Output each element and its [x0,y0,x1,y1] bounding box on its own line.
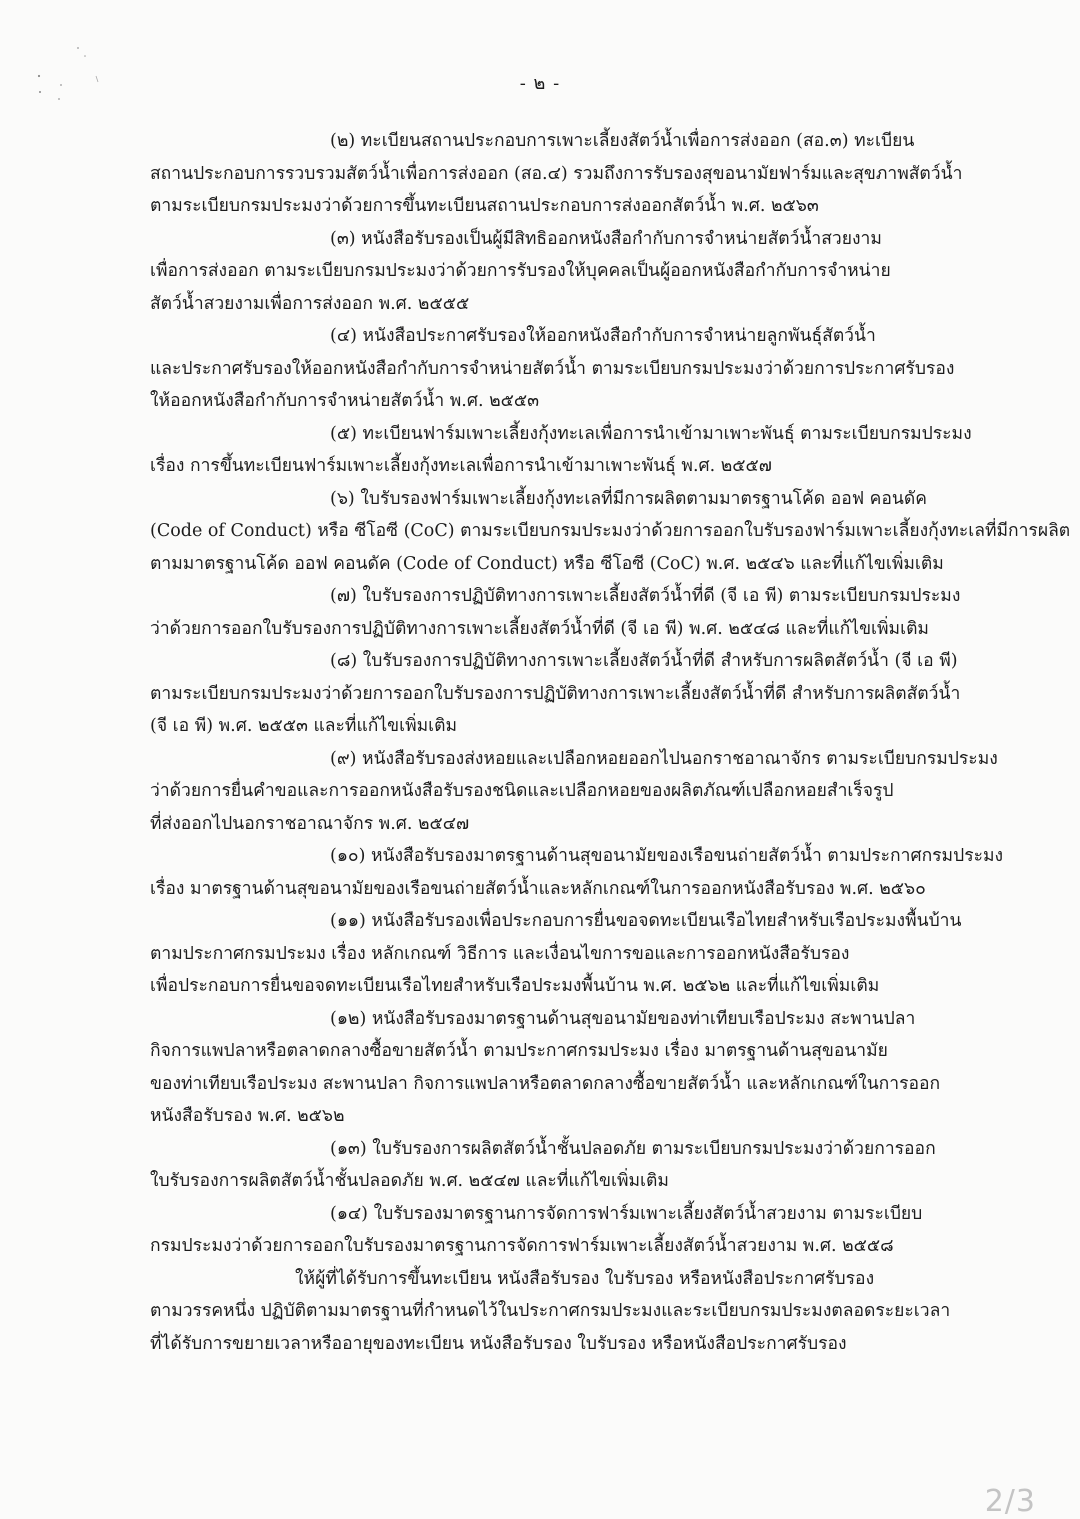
paragraph-first-line: (๗) ใบรับรองการปฏิบัติทางการเพาะเลี้ยงสัตว์น้ำที่ดี (จี เอ พี) ตามระเบียบกรมประมง [330,586,961,606]
paragraph [150,418,980,483]
paragraph [150,580,980,645]
paragraph-first-line: (๑๑) หนังสือรับรองเพื่อประกอบการยื่นขอจดทะเบียนเรือไทยสำหรับเรือประมงพื้นบ้าน [330,911,962,931]
paragraph-line: เพื่อประกอบการยื่นขอจดทะเบียนเรือไทยสำหรับเรือประมงพื้นบ้าน พ.ศ. ๒๕๖๒ และที่แก้ไขเพิ่มเติม [150,976,880,996]
paragraph [150,840,1004,905]
paragraph-line: ตามประกาศกรมประมง เรื่อง หลักเกณฑ์ วิธีการ และเงื่อนไขการขอและการออกหนังสือรับรอง [150,943,850,964]
paragraph-line: ว่าด้วยการยื่นคำขอและการออกหนังสือรับรองชนิดและเปลือกหอยของผลิตภัณฑ์เปลือกหอยสำเร็จรูป [150,781,894,801]
paragraph-first-line: (๑๒) หนังสือรับรองมาตรฐานด้านสุขอนามัยของท่าเทียบเรือประมง สะพานปลา [330,1008,916,1029]
paragraph-first-line: (๔) หนังสือประกาศรับรองให้ออกหนังสือกำกับการจำหน่ายลูกพันธุ์สัตว์น้ำ [330,326,876,346]
paragraph-line: ให้ออกหนังสือกำกับการจำหน่ายสัตว์น้ำ พ.ศ. ๒๕๕๓ [150,391,540,411]
paragraph-first-line: (๑๓) ใบรับรองการผลิตสัตว์น้ำชั้นปลอดภัย ตามระเบียบกรมประมงว่าด้วยการออก [330,1138,936,1159]
paragraph-line: ตามระเบียบกรมประมงว่าด้วยการขึ้นทะเบียนสถานประกอบการส่งออกสัตว์น้ำ พ.ศ. ๒๕๖๓ [150,196,819,216]
paragraph-first-line: (๒) ทะเบียนสถานประกอบการเพาะเลี้ยงสัตว์น้ำเพื่อการส่งออก (สอ.๓) ทะเบียน [330,131,915,151]
page-indicator: 2/3 [984,1484,1036,1519]
paragraph-first-line: (๕) ทะเบียนฟาร์มเพาะเลี้ยงกุ้งทะเลเพื่อการนำเข้ามาเพาะพันธุ์ ตามระเบียบกรมประมง [330,423,972,444]
paragraph-first-line: (๓) หนังสือรับรองเป็นผู้มีสิทธิออกหนังสือกำกับการจำหน่ายสัตว์น้ำสวยงาม [330,228,882,249]
paragraph [150,1198,980,1263]
paragraph-first-line: (๑๐) หนังสือรับรองมาตรฐานด้านสุขอนามัยของเรือขนถ่ายสัตว์น้ำ ตามประกาศกรมประมง [330,846,1004,866]
paragraph [150,320,980,418]
paragraph-line: เรื่อง การขึ้นทะเบียนฟาร์มเพาะเลี้ยงกุ้งทะเลเพื่อการนำเข้ามาเพาะพันธุ์ พ.ศ. ๒๕๕๗ [150,456,772,476]
page-number: - ๒ - [519,73,561,94]
paragraph [150,483,1071,581]
paragraph-line: ที่ส่งออกไปนอกราชอาณาจักร พ.ศ. ๒๕๔๗ [150,813,470,834]
paragraph-line: ตามระเบียบกรมประมงว่าด้วยการออกใบรับรองการปฏิบัติทางการเพาะเลี้ยงสัตว์น้ำที่ดี สำหรับการผลิตสัตว์น้ำ [150,683,961,704]
paragraph-line: กรมประมงว่าด้วยการออกใบรับรองมาตรฐานการจัดการฟาร์มเพาะเลี้ยงสัตว์น้ำสวยงาม พ.ศ. ๒๕๕๘ [150,1236,894,1256]
paragraph-line: เรื่อง มาตรฐานด้านสุขอนามัยของเรือขนถ่ายสัตว์น้ำและหลักเกณฑ์ในการออกหนังสือรับรอง พ.ศ. ๒๕๖๐ [150,878,926,899]
paragraph-first-line: (๖) ใบรับรองฟาร์มเพาะเลี้ยงกุ้งทะเลที่มีการผลิตตามมาตรฐานโค้ด ออฟ คอนดัค [330,488,927,509]
paragraph [150,905,980,1003]
paragraph [150,743,998,841]
paragraph-line: (จี เอ พี) พ.ศ. ๒๕๕๓ และที่แก้ไขเพิ่มเติม [150,716,458,736]
paragraph [150,1003,980,1133]
paragraph [150,645,980,743]
paragraph [150,223,980,321]
paragraph [150,1133,980,1198]
paragraph-line: และประกาศรับรองให้ออกหนังสือกำกับการจำหน่ายสัตว์น้ำ ตามระเบียบกรมประมงว่าด้วยการประกาศรับรอง [150,358,955,379]
paragraph-line: ว่าด้วยการออกใบรับรองการปฏิบัติทางการเพาะเลี้ยงสัตว์น้ำที่ดี (จี เอ พี) พ.ศ. ๒๕๔๘ และที่แก้ไขเพิ่มเติม [150,618,929,639]
paragraph [150,125,980,223]
paragraph-line: กิจการแพปลาหรือตลาดกลางซื้อขายสัตว์น้ำ ตามประกาศกรมประมง เรื่อง มาตรฐานด้านสุขอนามัย [150,1041,888,1061]
paragraph-line: ตามมาตรฐานโค้ด ออฟ คอนดัค (Code of Conduct) หรือ ซีโอซี (CoC) พ.ศ. ๒๕๔๖ และที่แก้ไขเพิ่มเติม [150,553,944,574]
paragraph-line: เพื่อการส่งออก ตามระเบียบกรมประมงว่าด้วยการรับรองให้บุคคลเป็นผู้ออกหนังสือกำกับการจำหน่าย [150,261,891,281]
paragraph-line: ตามวรรคหนึ่ง ปฏิบัติตามมาตรฐานที่กำหนดไว้ในประกาศกรมประมงและระเบียบกรมประมงตลอดระยะเวลา [150,1301,951,1321]
document-body [150,125,1071,1360]
paragraph-line: ที่ได้รับการขยายเวลาหรืออายุของทะเบียน หนังสือรับรอง ใบรับรอง หรือหนังสือประกาศรับรอง [150,1333,847,1354]
paragraph-line: (Code of Conduct) หรือ ซีโอซี (CoC) ตามระเบียบกรมประมงว่าด้วยการออกใบรับรองฟาร์มเพาะเลี้ยงกุ้งทะเลที่มีการผลิต [150,521,1071,541]
paragraph-first-line: (๘) ใบรับรองการปฏิบัติทางการเพาะเลี้ยงสัตว์น้ำที่ดี สำหรับการผลิตสัตว์น้ำ (จี เอ พี) [330,651,958,671]
paragraph-line: สถานประกอบการรวบรวมสัตว์น้ำเพื่อการส่งออก (สอ.๔) รวมถึงการรับรองสุขอนามัยฟาร์มและสุขภาพสัตว์น้ำ [150,163,963,184]
paragraph-first-line: (๑๔) ใบรับรองมาตรฐานการจัดการฟาร์มเพาะเลี้ยงสัตว์น้ำสวยงาม ตามระเบียบ [330,1203,923,1224]
paragraph-line: หนังสือรับรอง พ.ศ. ๒๕๖๒ [150,1106,345,1126]
paragraph-line: สัตว์น้ำสวยงามเพื่อการส่งออก พ.ศ. ๒๕๕๕ [150,293,470,314]
paragraph [150,1263,980,1361]
paragraph-first-line: ให้ผู้ที่ได้รับการขึ้นทะเบียน หนังสือรับรอง ใบรับรอง หรือหนังสือประกาศรับรอง [295,1268,875,1289]
paragraph-line: ของท่าเทียบเรือประมง สะพานปลา กิจการแพปลาหรือตลาดกลางซื้อขายสัตว์น้ำ และหลักเกณฑ์ในการออก [150,1073,941,1094]
paragraph-line: ใบรับรองการผลิตสัตว์น้ำชั้นปลอดภัย พ.ศ. ๒๕๔๗ และที่แก้ไขเพิ่มเติม [150,1171,669,1191]
paragraph-first-line: (๙) หนังสือรับรองส่งหอยและเปลือกหอยออกไปนอกราชอาณาจักร ตามระเบียบกรมประมง [330,748,998,769]
